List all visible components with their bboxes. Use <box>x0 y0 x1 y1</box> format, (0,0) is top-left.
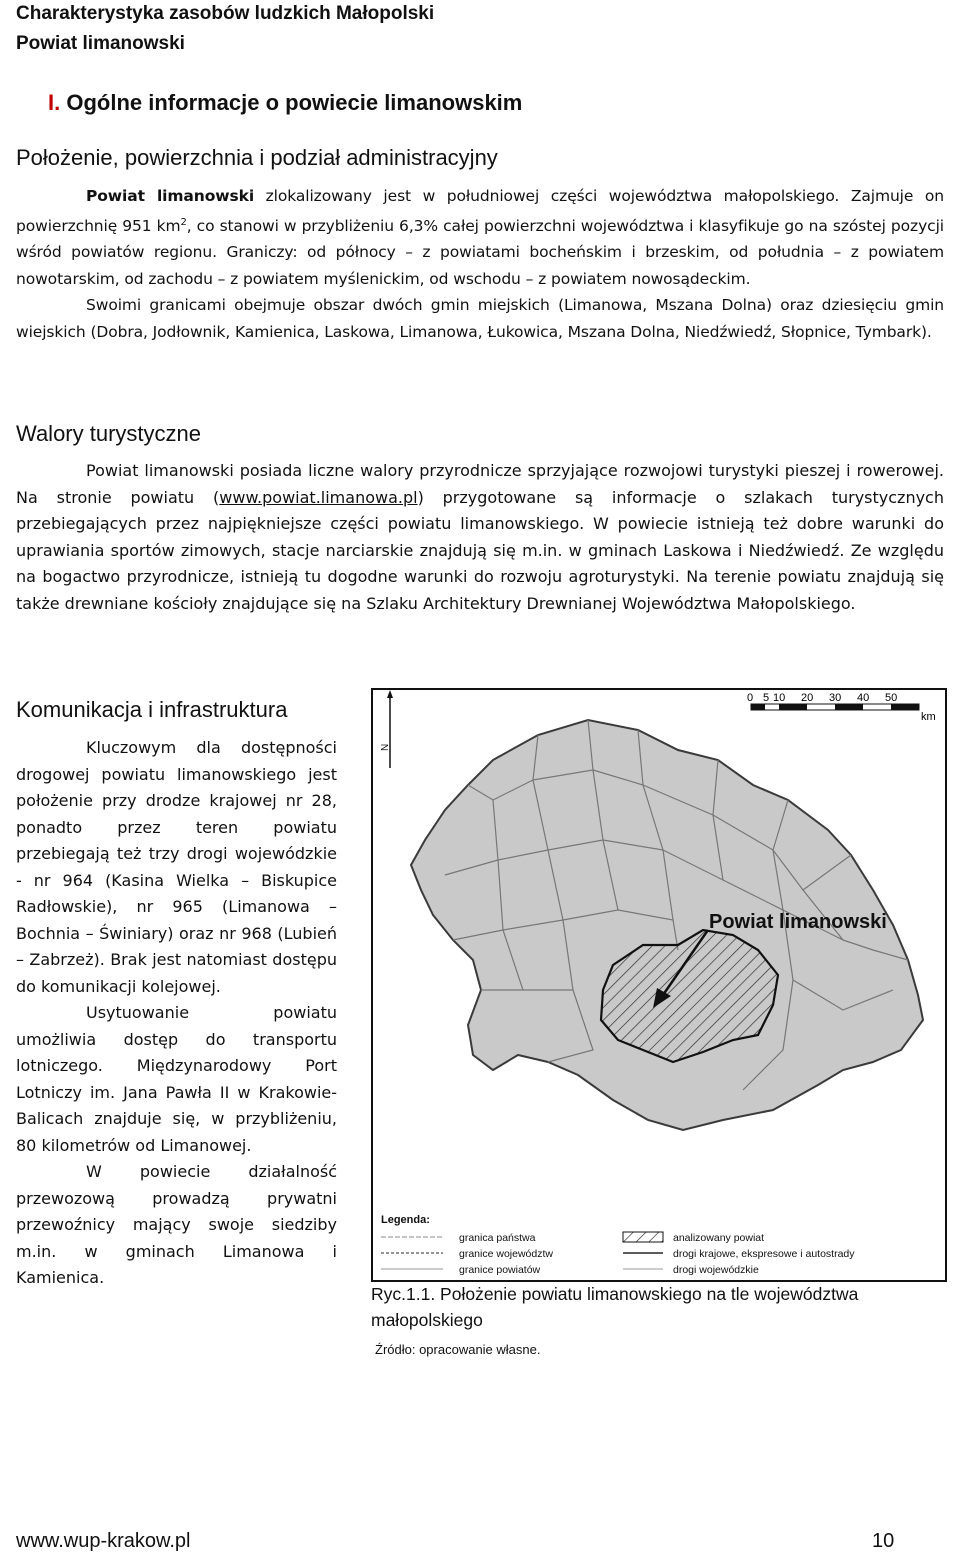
tourism-text <box>16 458 944 617</box>
north-arrow-icon <box>380 690 393 768</box>
figure-caption: Ryc.1.1. Położenie powiatu limanowskiego na tle województwa małopolskiego <box>371 1284 859 1330</box>
transport-paragraph-3: W powiecie działalność przewozową prowadzą prywatni przewoźnicy mający swoje siedziby m.in. w gminach Limanowa i Kamienica. <box>16 1162 337 1287</box>
svg-text:granice powiatów: granice powiatów <box>459 1264 541 1276</box>
county-name: Powiat limanowski <box>86 187 255 205</box>
figure-source: Źródło: opracowanie własne. <box>375 1342 541 1357</box>
location-text <box>16 183 944 345</box>
svg-text:0: 0 <box>747 692 754 704</box>
svg-text:50: 50 <box>885 692 898 704</box>
tourism-paragraph: Powiat limanowski posiada liczne walory przyrodnicze sprzyjające rozwojowi turystyki pieszej i rowerowej. Na stronie powiatu (www.powiat.limanowa.pl) przygotowane są informacje o szlakach turystycznych przebiegających przez najpiękniejsze części powiatu limanowskiego. W powiecie istnieją też dobre warunki do uprawiania sportów zimowych, stacje narciarskie znajdują się m.in. w gminach Laskowa i Niedźwiedź. Ze względu na bogactwo przyrodnicze, istnieją tu dogodne warunki do rozwoju agroturystyki. Na terenie powiatu znajdują się także drewniane kościoły znajdujące się na Szlaku Architektury Drewnianej Województwa Małopolskiego. <box>16 461 944 613</box>
svg-text:40: 40 <box>857 692 870 704</box>
section-title <box>48 90 522 116</box>
svg-text:5: 5 <box>763 692 770 704</box>
location-paragraph-1: Powiat limanowski zlokalizowany jest w południowej części województwa małopolskiego. Zajmuje on powierzchnię 951 $km^2$, co stanowi w przybliżeniu 6,3% całej powierzchni województwa i klasyfikuje go na szóstej pozycji wśród powiatów regionu. Graniczy: od północy – z powiatami bocheńskim i brzeskim, od południa – z powiatem nowotarskim, od zachodu – z powiatem myślenickim, od wschodu – z powiatem nowosądeckim. <box>16 187 944 288</box>
svg-text:analizowany powiat: analizowany powiat <box>673 1232 765 1244</box>
map-county-label: Powiat limanowski <box>709 911 887 933</box>
svg-text:km: km <box>921 711 936 723</box>
svg-text:Legenda:: Legenda: <box>381 1214 430 1226</box>
map-legend <box>373 1206 945 1280</box>
location-heading: Położenie, powierzchnia i podział administracyjny <box>16 145 498 170</box>
header-title: Charakterystyka zasobów ludzkich Małopolski <box>16 3 435 24</box>
svg-text:granica państwa: granica państwa <box>459 1232 536 1244</box>
county-website-link[interactable]: www.powiat.limanowa.pl <box>219 487 418 507</box>
svg-text:10: 10 <box>773 692 786 704</box>
svg-text:drogi wojewódzkie: drogi wojewódzkie <box>673 1264 759 1276</box>
svg-text:drogi krajowe, ekspresowe i au: drogi krajowe, ekspresowe i autostrady <box>673 1248 855 1260</box>
header-subtitle: Powiat limanowski <box>16 33 185 54</box>
map-figure <box>371 688 947 1282</box>
section-number: I. <box>48 90 61 115</box>
map-svg <box>373 690 945 1280</box>
section-title-text: Ogólne informacje o powiecie limanowskim <box>66 90 523 115</box>
svg-text:30: 30 <box>829 692 842 704</box>
transport-paragraph-2: Usytuowanie powiatu umożliwia dostęp do transportu lotniczego. Międzynarodowy Port Lotniczy im. Jana Pawła II w Krakowie-Balicach znajduje się, w przybliżeniu, 80 kilometrów od Limanowej. <box>16 1003 337 1155</box>
footer-website[interactable]: www.wup-krakow.pl <box>16 1530 191 1552</box>
svg-text:granice województw: granice województw <box>459 1248 553 1260</box>
transport-paragraph-1: Kluczowym dla dostępności drogowej powiatu limanowskiego jest położenie przy drodze krajowej nr 28, ponadto przez teren powiatu przebiegają też trzy drogi wojewódzkie - nr 964 (Kasina Wielka – Biskupice Radłowskie), nr 965 (Limanowa – Bochnia – Świniary) oraz nr 968 (Lubień – Zabrzeż). Brak jest natomiast dostępu do komunikacji kolejowej. <box>16 738 337 996</box>
transport-heading: Komunikacja i infrastruktura <box>16 697 288 722</box>
page-number: 10 <box>872 1530 895 1552</box>
north-label: N <box>380 743 391 751</box>
scale-bar <box>747 692 936 723</box>
tourism-heading: Walory turystyczne <box>16 421 202 446</box>
transport-text <box>16 735 337 1292</box>
svg-text:20: 20 <box>801 692 814 704</box>
location-paragraph-2: Swoimi granicami obejmuje obszar dwóch gmin miejskich (Limanowa, Mszana Dolna) oraz dziesięciu gmin wiejskich (Dobra, Jodłownik, Kamienica, Laskowa, Limanowa, Łukowica, Mszana Dolna, Niedźwiedź, Słopnice, Tymbark). <box>16 296 944 341</box>
